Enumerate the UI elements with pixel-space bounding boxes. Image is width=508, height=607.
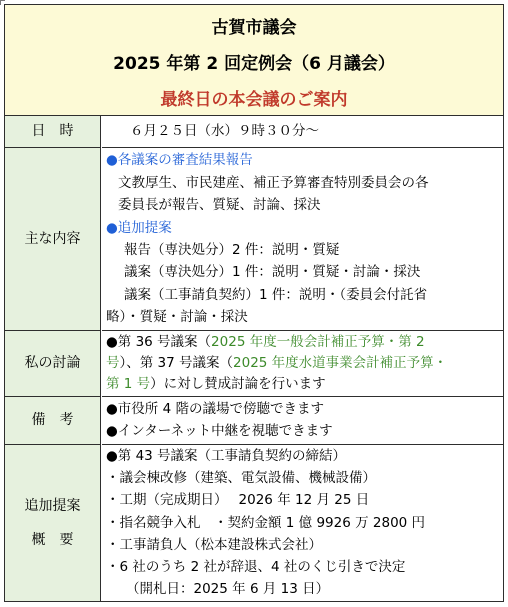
additional-line-1: ●第 43 号議案（工事請負契約の締結） (106, 448, 347, 464)
additional-line-3: ・工期（完成期日） 2026 年 12 月 25 日 (106, 492, 370, 508)
additional-line-6: ・6 社のうち 2 社が辞退、4 社のくじ引きで決定 (106, 559, 406, 575)
notes-cell (102, 397, 503, 445)
title-block (5, 5, 503, 116)
notice-heading: 最終日の本会議のご案内 (160, 90, 348, 110)
debate-text-1: ●第 36 号議案（ (106, 334, 212, 350)
additional-label-line1: 追加提案 (24, 498, 81, 514)
content-line-1: 文教厚生、市民建産、補正予算審査特別委員会の各 (118, 175, 429, 191)
debate-bill-36-title: 2025 年度一般会計補正予算・第 2 (211, 334, 425, 350)
debate-bill-36-title-end: 号 (106, 355, 120, 371)
notes-line-2: ●インターネット中継を視聴できます (106, 423, 333, 439)
additional-line-7: （開札日：2025 年 6 月 13 日） (126, 581, 330, 597)
content-line-4: 議案（専決処分）1 件：説明・質疑・討論・採決 (124, 264, 421, 280)
additional-label-line2: 概 要 (31, 532, 74, 548)
additional-line-2: ・議会棟改修（建築、電気設備、機械設備） (106, 470, 376, 486)
content-line-2: 委員長が報告、質疑、討論、採決 (118, 197, 321, 213)
debate-text-2: ）、第 37 号議案（ (119, 355, 234, 371)
content-line-6: 略）・質疑・討論・採決 (106, 309, 248, 325)
content-line-3: 報告（専決処分）2 件：説明・質疑 (124, 242, 340, 258)
debate-line-3 (106, 374, 326, 395)
content-cell (102, 148, 503, 331)
debate-bill-37-title: 2025 年度水道事業会計補正予算・ (233, 355, 448, 371)
notes-label: 備 考 (5, 397, 101, 445)
date-value: ６月２５日（水）９時３０分～ (130, 123, 319, 139)
meeting-notice-table (4, 4, 504, 602)
debate-text-3: ）に対し賛成討論を行います (150, 376, 326, 392)
date-cell (102, 116, 503, 148)
debate-line-1 (106, 332, 425, 353)
debate-label: 私の討論 (5, 331, 101, 397)
debate-line-2 (106, 353, 447, 374)
additional-cell (102, 445, 503, 601)
session-name: 2025 年第 2 回定例会（6 月議会） (113, 54, 395, 74)
council-name: 古賀市議会 (211, 18, 297, 38)
debate-bill-37-title-end: 第 1 号 (106, 376, 151, 392)
debate-cell (102, 331, 503, 397)
additional-label (5, 445, 101, 601)
content-heading-additional: ●追加提案 (106, 220, 172, 236)
notes-line-1: ●市役所 4 階の議場で傍聴できます (106, 401, 324, 417)
additional-line-5: ・工事請負人（松本建設株式会社） (106, 537, 322, 553)
content-heading-results: ●各議案の審査結果報告 (106, 152, 253, 168)
content-line-5: 議案（工事請負契約）1 件：説明・（委員会付託省 (124, 287, 428, 303)
content-label: 主な内容 (5, 148, 101, 331)
additional-line-4: ・指名競争入札 ・契約金額 1 億 9926 万 2800 円 (106, 515, 426, 531)
date-label: 日 時 (5, 116, 101, 148)
